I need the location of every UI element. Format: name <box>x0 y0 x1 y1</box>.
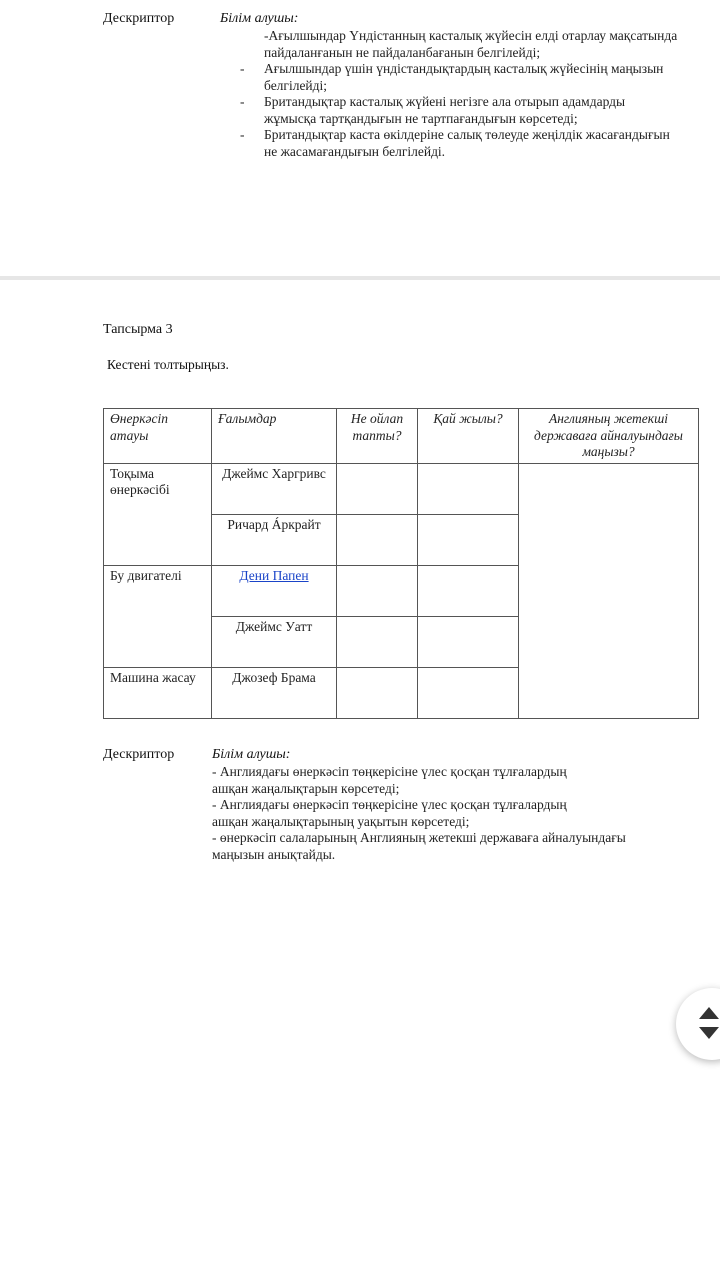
list-item-bullet: - <box>240 127 245 142</box>
list-item <box>240 94 680 127</box>
list-item-text: -Ағылшындар Үндістанның касталық жүйесін елді отарлау мақсатында пайдаланғанын не пайдаланбағанын белгілейді; <box>264 28 678 60</box>
year-cell[interactable] <box>418 667 519 718</box>
descriptor-1-title: Дескриптор <box>103 11 175 26</box>
invention-cell[interactable] <box>337 463 418 514</box>
industry-table <box>103 408 699 719</box>
year-cell[interactable] <box>418 514 519 565</box>
document-page-1 <box>0 0 720 276</box>
industry-steam: Бу двигателі <box>104 565 212 667</box>
descriptor-2-heading: Білім алушы: <box>212 747 291 762</box>
list-item <box>240 28 680 61</box>
header-significance: Англияның жетекші державаға айналуындағы маңызы? <box>519 409 699 464</box>
industry-machine: Машина жасау <box>104 667 212 718</box>
significance-cell[interactable] <box>519 463 699 718</box>
list-item-bullet: - <box>240 94 245 109</box>
header-scientists: Ғалымдар <box>212 409 337 464</box>
header-industry: Өнеркәсіп атауы <box>104 409 212 464</box>
year-cell[interactable] <box>418 616 519 667</box>
descriptor-2-title: Дескриптор <box>103 747 175 762</box>
list-item-bullet: - <box>240 61 245 76</box>
scientist-cell: Джеймс Харгривс <box>212 463 337 514</box>
chevron-down-icon[interactable] <box>698 1026 720 1040</box>
table-row <box>104 463 699 514</box>
descriptor-line: маңызын анықтайды. <box>212 846 336 862</box>
chevron-up-icon[interactable] <box>698 1006 720 1020</box>
header-invention: Не ойлап тапты? <box>337 409 418 464</box>
list-item <box>240 61 680 94</box>
invention-cell[interactable] <box>337 667 418 718</box>
invention-cell[interactable] <box>337 565 418 616</box>
invention-cell[interactable] <box>337 514 418 565</box>
descriptor-line: - Англиядағы өнеркәсіп төңкерісіне үлес қосқан тұлғалардың <box>212 764 567 779</box>
descriptor-line: ашқан жаңалықтарының уақытын көрсетеді; <box>212 813 470 829</box>
scientist-cell: Джеймс Уатт <box>212 616 337 667</box>
year-cell[interactable] <box>418 463 519 514</box>
invention-cell[interactable] <box>337 616 418 667</box>
task-instruction: Кестені толтырыңыз. <box>107 357 229 372</box>
descriptor-line: ашқан жаңалықтарын көрсетеді; <box>212 780 400 796</box>
descriptor-2-text <box>212 764 682 863</box>
task-title: Тапсырма 3 <box>103 322 173 337</box>
list-item <box>240 127 680 160</box>
industry-textile: Тоқыма өнеркәсібі <box>104 463 212 565</box>
descriptor-1-list <box>240 28 680 160</box>
year-cell[interactable] <box>418 565 519 616</box>
scientist-link[interactable]: Дени Папен <box>239 567 309 583</box>
descriptor-line: - Англиядағы өнеркәсіп төңкерісіне үлес қосқан тұлғалардың <box>212 797 567 812</box>
scientist-cell <box>212 565 337 616</box>
scientist-cell: Ричард Áркрайт <box>212 514 337 565</box>
list-item-text: Британдықтар касталық жүйені негізге ала отырып адамдарды жұмысқа тартқандығын не тартпағандығын көрсетеді; <box>264 94 626 126</box>
list-item-text: Британдықтар каста өкілдеріне салық төлеуде жеңілдік жасағандығын не жасамағандығын белгілейді. <box>264 127 670 159</box>
descriptor-1-heading: Білім алушы: <box>220 11 299 26</box>
table-header-row <box>104 409 699 464</box>
header-year: Қай жылы? <box>418 409 519 464</box>
document-page-2 <box>0 280 720 1280</box>
scientist-cell: Джозеф Брама <box>212 667 337 718</box>
list-item-text: Ағылшындар үшін үндістандықтардың касталық жүйесінің маңызын белгілейді; <box>264 61 664 93</box>
descriptor-line: - өнеркәсіп салаларының Англияның жетекші державаға айналуындағы <box>212 830 626 845</box>
